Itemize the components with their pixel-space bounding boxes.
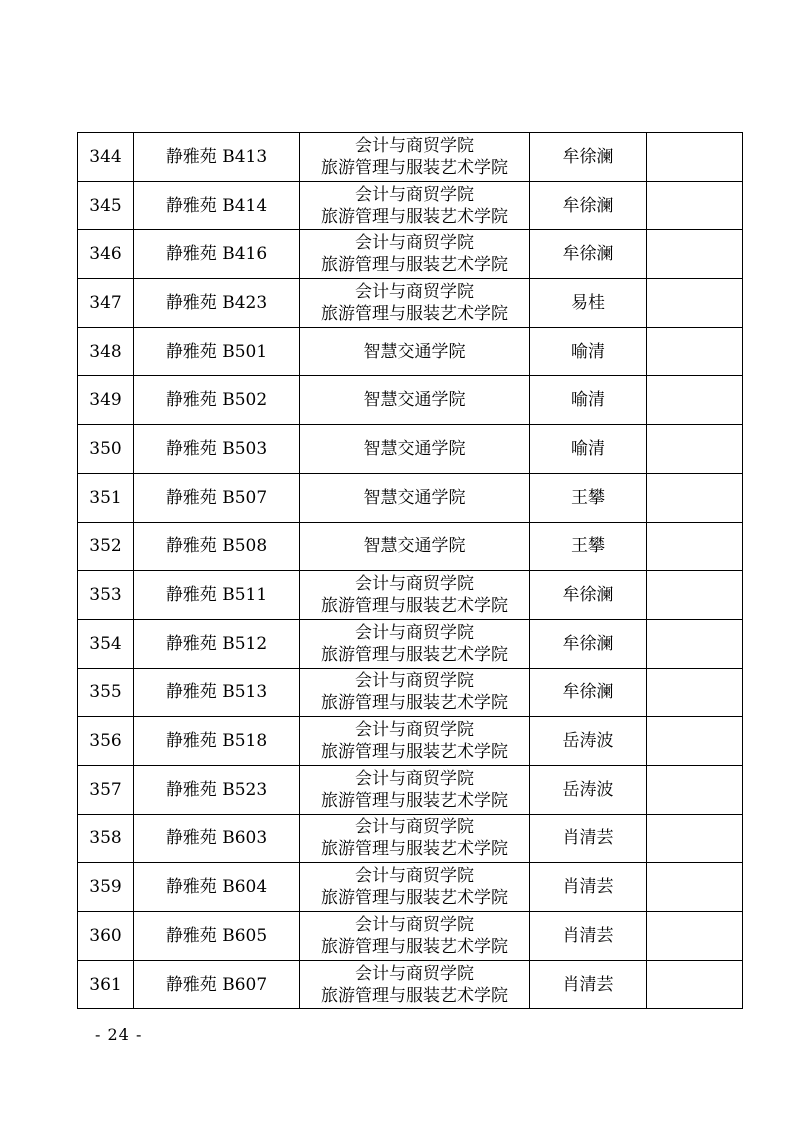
- table-body: [78, 133, 743, 1009]
- college-cell: [300, 814, 530, 863]
- remark-cell: [647, 668, 743, 717]
- row-number-cell: 349: [78, 376, 134, 425]
- college-cell: [300, 327, 530, 376]
- remark-cell: [647, 473, 743, 522]
- room-cell: 静雅苑 B502: [134, 376, 300, 425]
- college-name: 旅游管理与服装艺术学院: [321, 839, 508, 860]
- person-cell: 牟徐澜: [530, 619, 647, 668]
- row-number-cell: 358: [78, 814, 134, 863]
- remark-cell: [647, 619, 743, 668]
- table-row: [78, 960, 743, 1009]
- college-name: 会计与商贸学院: [355, 768, 474, 789]
- table-row: [78, 571, 743, 620]
- remark-cell: [647, 717, 743, 766]
- table-row: [78, 181, 743, 230]
- college-name: 智慧交通学院: [363, 536, 466, 557]
- college-cell: [300, 765, 530, 814]
- college-name: 旅游管理与服装艺术学院: [321, 157, 508, 178]
- college-name: 智慧交通学院: [363, 438, 466, 459]
- college-cell: [300, 181, 530, 230]
- room-cell: 静雅苑 B503: [134, 425, 300, 474]
- table-row: [78, 717, 743, 766]
- person-cell: 肖清芸: [530, 960, 647, 1009]
- person-cell: 易桂: [530, 279, 647, 328]
- person-cell: 喻清: [530, 425, 647, 474]
- row-number-cell: 354: [78, 619, 134, 668]
- college-name: 会计与商贸学院: [355, 671, 474, 692]
- person-cell: 喻清: [530, 376, 647, 425]
- room-cell: 静雅苑 B518: [134, 717, 300, 766]
- college-name: 会计与商贸学院: [355, 963, 474, 984]
- table-row: [78, 619, 743, 668]
- person-cell: 喻清: [530, 327, 647, 376]
- row-number-cell: 360: [78, 912, 134, 961]
- college-name: 旅游管理与服装艺术学院: [321, 742, 508, 763]
- table-row: [78, 230, 743, 279]
- table-row: [78, 765, 743, 814]
- college-name: 智慧交通学院: [363, 341, 466, 362]
- room-cell: 静雅苑 B423: [134, 279, 300, 328]
- room-cell: 静雅苑 B512: [134, 619, 300, 668]
- row-number-cell: 347: [78, 279, 134, 328]
- college-cell: [300, 912, 530, 961]
- remark-cell: [647, 327, 743, 376]
- person-cell: 牟徐澜: [530, 571, 647, 620]
- table-row: [78, 814, 743, 863]
- remark-cell: [647, 376, 743, 425]
- table-row: [78, 863, 743, 912]
- college-cell: [300, 425, 530, 474]
- row-number-cell: 350: [78, 425, 134, 474]
- college-name: 会计与商贸学院: [355, 233, 474, 254]
- college-cell: [300, 133, 530, 182]
- row-number-cell: 356: [78, 717, 134, 766]
- college-cell: [300, 668, 530, 717]
- row-number-cell: 351: [78, 473, 134, 522]
- person-cell: 牟徐澜: [530, 133, 647, 182]
- table-row: [78, 133, 743, 182]
- room-cell: 静雅苑 B413: [134, 133, 300, 182]
- college-cell: [300, 571, 530, 620]
- college-cell: [300, 279, 530, 328]
- row-number-cell: 345: [78, 181, 134, 230]
- remark-cell: [647, 912, 743, 961]
- person-cell: 王攀: [530, 522, 647, 571]
- room-cell: 静雅苑 B605: [134, 912, 300, 961]
- college-cell: [300, 717, 530, 766]
- room-cell: 静雅苑 B416: [134, 230, 300, 279]
- remark-cell: [647, 279, 743, 328]
- remark-cell: [647, 863, 743, 912]
- college-name: 旅游管理与服装艺术学院: [321, 644, 508, 665]
- remark-cell: [647, 571, 743, 620]
- person-cell: 岳涛波: [530, 717, 647, 766]
- college-name: 会计与商贸学院: [355, 817, 474, 838]
- college-name: 旅游管理与服装艺术学院: [321, 303, 508, 324]
- college-name: 旅游管理与服装艺术学院: [321, 206, 508, 227]
- table-row: [78, 425, 743, 474]
- table-row: [78, 912, 743, 961]
- remark-cell: [647, 133, 743, 182]
- person-cell: 王攀: [530, 473, 647, 522]
- college-cell: [300, 522, 530, 571]
- college-name: 会计与商贸学院: [355, 184, 474, 205]
- person-cell: 肖清芸: [530, 863, 647, 912]
- college-name: 旅游管理与服装艺术学院: [321, 693, 508, 714]
- college-name: 旅游管理与服装艺术学院: [321, 596, 508, 617]
- person-cell: 牟徐澜: [530, 668, 647, 717]
- college-name: 会计与商贸学院: [355, 720, 474, 741]
- college-name: 会计与商贸学院: [355, 866, 474, 887]
- row-number-cell: 357: [78, 765, 134, 814]
- college-cell: [300, 619, 530, 668]
- college-cell: [300, 960, 530, 1009]
- remark-cell: [647, 814, 743, 863]
- room-cell: 静雅苑 B508: [134, 522, 300, 571]
- college-name: 会计与商贸学院: [355, 574, 474, 595]
- room-cell: 静雅苑 B513: [134, 668, 300, 717]
- room-cell: 静雅苑 B414: [134, 181, 300, 230]
- person-cell: 牟徐澜: [530, 230, 647, 279]
- dormitory-table: [77, 132, 743, 1009]
- row-number-cell: 361: [78, 960, 134, 1009]
- page-number: - 24 -: [95, 1025, 143, 1044]
- college-name: 智慧交通学院: [363, 390, 466, 411]
- college-name: 旅游管理与服装艺术学院: [321, 790, 508, 811]
- college-cell: [300, 863, 530, 912]
- table-row: [78, 327, 743, 376]
- room-cell: 静雅苑 B507: [134, 473, 300, 522]
- room-cell: 静雅苑 B603: [134, 814, 300, 863]
- remark-cell: [647, 960, 743, 1009]
- remark-cell: [647, 522, 743, 571]
- row-number-cell: 346: [78, 230, 134, 279]
- row-number-cell: 353: [78, 571, 134, 620]
- row-number-cell: 355: [78, 668, 134, 717]
- college-cell: [300, 376, 530, 425]
- remark-cell: [647, 181, 743, 230]
- row-number-cell: 352: [78, 522, 134, 571]
- college-name: 智慧交通学院: [363, 487, 466, 508]
- college-name: 旅游管理与服装艺术学院: [321, 936, 508, 957]
- row-number-cell: 344: [78, 133, 134, 182]
- table-row: [78, 668, 743, 717]
- remark-cell: [647, 230, 743, 279]
- remark-cell: [647, 765, 743, 814]
- room-cell: 静雅苑 B501: [134, 327, 300, 376]
- room-cell: 静雅苑 B607: [134, 960, 300, 1009]
- room-cell: 静雅苑 B511: [134, 571, 300, 620]
- row-number-cell: 359: [78, 863, 134, 912]
- college-cell: [300, 473, 530, 522]
- person-cell: 牟徐澜: [530, 181, 647, 230]
- remark-cell: [647, 425, 743, 474]
- college-name: 会计与商贸学院: [355, 135, 474, 156]
- college-cell: [300, 230, 530, 279]
- table-row: [78, 473, 743, 522]
- college-name: 会计与商贸学院: [355, 281, 474, 302]
- college-name: 旅游管理与服装艺术学院: [321, 255, 508, 276]
- room-cell: 静雅苑 B523: [134, 765, 300, 814]
- person-cell: 肖清芸: [530, 814, 647, 863]
- row-number-cell: 348: [78, 327, 134, 376]
- room-cell: 静雅苑 B604: [134, 863, 300, 912]
- college-name: 旅游管理与服装艺术学院: [321, 888, 508, 909]
- college-name: 会计与商贸学院: [355, 914, 474, 935]
- table-row: [78, 522, 743, 571]
- college-name: 旅游管理与服装艺术学院: [321, 985, 508, 1006]
- person-cell: 岳涛波: [530, 765, 647, 814]
- table-row: [78, 279, 743, 328]
- table-row: [78, 376, 743, 425]
- college-name: 会计与商贸学院: [355, 622, 474, 643]
- person-cell: 肖清芸: [530, 912, 647, 961]
